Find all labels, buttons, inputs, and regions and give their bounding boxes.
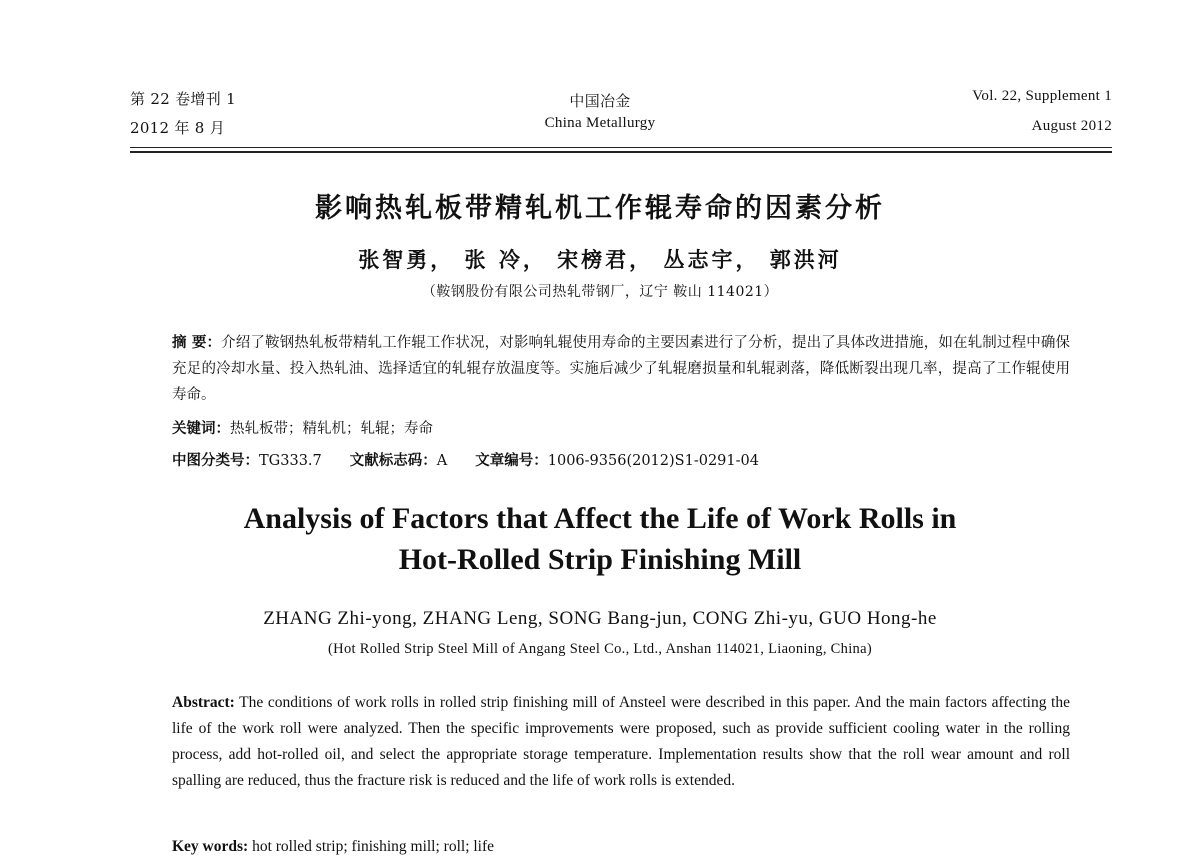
en-keywords <box>172 834 1070 860</box>
en-abstract-text: The conditions of work rolls in rolled strip finishing mill of Ansteel were described in this paper. And the main factors affecting the life of the work roll were analyzed. Then the specific improvements were proposed, such as provide sufficient cooling water in the rolling process, add hot-rolled oil, and select the appropriate storage temperature. Implementation results show that the roll wear amount and roll spalling are reduced, thus the fracture risk is reduced and the life of work rolls is extended. <box>172 694 1070 789</box>
en-abstract-label: Abstract: <box>172 694 235 711</box>
volume-cn: 第 22 卷增刊 1 <box>130 90 236 108</box>
article-no-value: 1006-9356(2012)S1-0291-04 <box>547 453 759 469</box>
cn-classification <box>172 448 1070 474</box>
cn-keywords <box>172 416 1070 442</box>
cn-abstract-label: 摘 要： <box>172 335 222 351</box>
cn-keywords-text: 热轧板带；精轧机；轧辊；寿命 <box>230 421 433 437</box>
cn-affiliation: （鞍钢股份有限公司热轧带钢厂，辽宁 鞍山 114021） <box>421 284 779 300</box>
en-title-line2: Hot-Rolled Strip Finishing Mill <box>398 543 802 576</box>
en-keywords-label: Key words: <box>172 838 249 855</box>
article-no-label: 文章编号： <box>475 453 548 469</box>
doc-code-label: 文献标志码： <box>349 453 437 469</box>
journal-cn: 中国冶金 <box>569 92 631 110</box>
clc-label: 中图分类号： <box>172 453 259 469</box>
date-cn: 2012 年 8 月 <box>130 119 226 137</box>
en-title <box>0 498 1200 580</box>
volume-en: Vol. 22, Supplement 1 <box>972 88 1112 104</box>
en-abstract <box>172 690 1070 794</box>
doc-code-value: A <box>436 453 448 469</box>
cn-abstract <box>172 330 1070 408</box>
en-affiliation: (Hot Rolled Strip Steel Mill of Angang Steel Co., Ltd., Anshan 114021, Liaoning, China) <box>328 641 872 657</box>
cn-title: 影响热轧板带精轧机工作辊寿命的因素分析 <box>315 193 885 224</box>
header-rule-thick <box>130 151 1112 153</box>
date-en: August 2012 <box>1031 118 1112 134</box>
cn-keywords-label: 关键词： <box>172 421 230 437</box>
cn-abstract-text: 介绍了鞍钢热轧板带精轧工作辊工作状况，对影响轧辊使用寿命的主要因素进行了分析，提出了具体改进措施，如在轧制过程中确保充足的冷却水量、投入热轧油、选择适宜的轧辊存放温度等。实施后减少了轧辊磨损量和轧辊剥落，降低断裂出现几率，提高了工作辊使用寿命。 <box>172 335 1070 403</box>
header-rule-thin <box>130 147 1112 148</box>
cn-authors: 张智勇， 张 冷， 宋榜君， 丛志宇， 郭洪河 <box>358 247 842 272</box>
journal-en: China Metallurgy <box>544 115 656 131</box>
en-keywords-text: hot rolled strip; finishing mill; roll; life <box>248 838 495 855</box>
en-authors: ZHANG Zhi-yong, ZHANG Leng, SONG Bang-jun, CONG Zhi-yu, GUO Hong-he <box>263 608 937 629</box>
clc-value: TG333.7 <box>259 453 322 469</box>
en-title-line1: Analysis of Factors that Affect the Life of Work Rolls in <box>243 502 957 535</box>
